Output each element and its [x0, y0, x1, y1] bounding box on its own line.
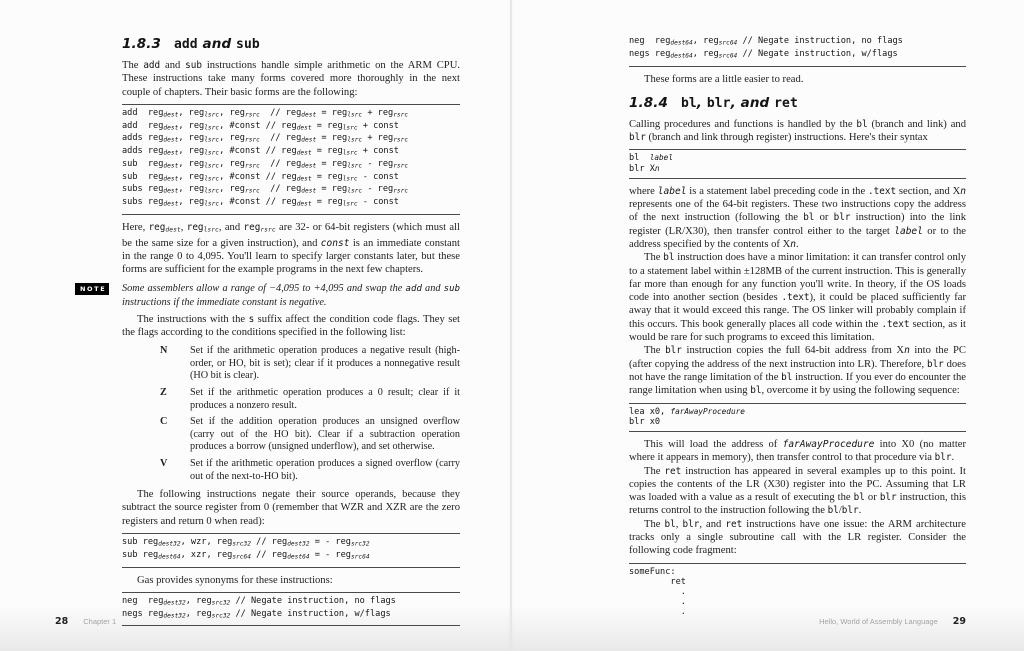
paragraph-blr-copies: The blr instruction copies the full 64-bit address from Xn into the PC (after copying the address of the next instruction into LR). Therefore, blr does not have the range limitation of the bl instruction. If you ever do encounter the range limitation when using bl, overcome it by using the following sequence:: [629, 345, 966, 397]
paragraph-gas: Gas provides synonyms for these instructions:: [137, 574, 333, 586]
code-listing-add-sub: [122, 104, 460, 215]
flag-item-z: [122, 387, 460, 412]
paragraph-flags: The instructions with the s suffix affect the condition code flags. They set the flags according to the conditions specified in the following list:: [122, 313, 460, 338]
section-heading-1-8-3: [122, 36, 460, 52]
code-line: negs reg$_{dest32}$, reg$_{src32}$ // Negate instruction, w/flags: [122, 608, 391, 620]
flag-letter: V: [160, 458, 168, 469]
paragraph-issue: The bl, blr, and ret instructions have one issue: the ARM architecture tracks only a single subroutine call with the LR register. Consider the following code fragment:: [629, 518, 967, 557]
flag-item-n: [122, 345, 460, 383]
code-listing-neg-32: [122, 592, 460, 627]
code-line: lea x0, farAwayProcedure: [629, 406, 745, 417]
code-line: negs reg$_{dest64}$, reg$_{src64}$ // Negate instruction, w/flags: [629, 48, 898, 60]
paragraph-where: where label is a statement label preceding code in the .text section, and Xn represents one of the 64-bit registers. These two instructions copy the address of the next instruction (following the bl or blr instruction) into the link register (LR/X30), then transfer control either to the target label or to the address specified by the contents of Xn.: [629, 185, 967, 250]
condition-flag-list: [122, 345, 460, 483]
footer-left: [55, 611, 116, 629]
note-block: [80, 282, 461, 309]
paragraph-ret: The ret instruction has appeared in several examples up to this point. It copies the contents of the LR (X30) register into the PC. Assuming that LR was loaded with a value as a result of executing the bl or blr instruction, this returns control to the instruction following the bl/blr.: [629, 465, 966, 517]
section-heading-1-8-4: [629, 95, 966, 111]
page-number-left: 28: [55, 616, 69, 627]
code-line: .: [629, 587, 686, 598]
paragraph-bl-limitation: The bl instruction does have a minor limitation: it can transfer control only to a statement label within ±128MB of the current instruction. This is generally far more than enough for any function you'll write. In theory, if the OS loads code into another section (besides .text), it could be placed sufficiently far away that it would exceed this range. The OS linker will probably complain if this occurs. This book generally places all code within the .text section, as it would be rare for such programs to exceed this limitation.: [629, 252, 967, 344]
flag-letter: Z: [160, 387, 167, 399]
code-line: add reg$_{dest}$, reg$_{lsrc}$, #const // reg$_{dest}$ = reg$_{lsrc}$ + const: [122, 120, 399, 132]
code-line: subs reg$_{dest}$, reg$_{lsrc}$, #const // reg$_{dest}$ = reg$_{lsrc}$ - const: [122, 197, 399, 208]
flag-letter: C: [160, 416, 168, 428]
section-number: 1.8.4: [629, 94, 668, 111]
flag-text: Set if the addition operation produces an unsigned overflow (carry out of the HO bit). Clear if a subtraction operation produces a borrow (unsigned underflow), and set otherwise.: [190, 416, 460, 453]
paragraph-negate: The following instructions negate their source operands, because they subtract the source register from 0 (remember that WZR and XZR are the zero registers and return 0 when read):: [122, 489, 460, 527]
page-number-right: 29: [952, 616, 966, 627]
code-line: bl label: [629, 153, 673, 164]
flag-item-v: [122, 458, 460, 483]
code-line: sub reg$_{dest32}$, wzr, reg$_{src32}$ // reg$_{dest32}$ = - reg$_{src32}$: [122, 537, 370, 548]
code-listing-sub-zero: [122, 533, 460, 568]
flag-text: Set if the arithmetic operation produces a 0 result; clear if it produces a nonzero result.: [190, 387, 460, 411]
page-divider: [510, 0, 512, 651]
paragraph-intro: The add and sub instructions handle simple arithmetic on the ARM CPU. These instructions take many forms covered more thoroughly in the next couple of chapters. Their basic forms are the following:: [122, 60, 460, 98]
flag-text: Set if the arithmetic operation produces a negative result (high-order, or HO, bit is set); clear if it produces a nonnegative result (HO bit is clear).: [190, 345, 460, 382]
section-number: 1.8.3: [122, 36, 161, 52]
code-line: sub reg$_{dest}$, reg$_{lsrc}$, reg$_{rsrc}$ // reg$_{dest}$ = reg$_{lsrc}$ - reg$_{rsrc}$: [122, 158, 409, 170]
section-title: add and sub: [173, 36, 260, 52]
code-line: subs reg$_{dest}$, reg$_{lsrc}$, reg$_{rsrc}$ // reg$_{dest}$ = reg$_{lsrc}$ - reg$_{rsrc}$: [122, 184, 409, 195]
running-footer-chapter: Chapter 1: [83, 617, 117, 626]
code-line: blr Xn: [629, 163, 660, 174]
code-line: sub reg$_{dest64}$, xzr, reg$_{src64}$ // reg$_{dest64}$ = - reg$_{src64}$: [122, 549, 370, 561]
code-listing-neg-64: [629, 36, 966, 67]
paragraph-easier: These forms are a little easier to read.: [644, 73, 804, 85]
flag-text: Set if the arithmetic operation produces a signed overflow (carry out of the next-to-HO bit).: [190, 458, 460, 482]
running-footer-title: Hello, World of Assembly Language: [819, 617, 938, 626]
code-line: blr x0: [629, 416, 661, 427]
code-line: adds reg$_{dest}$, reg$_{lsrc}$, reg$_{rsrc}$ // reg$_{dest}$ = reg$_{lsrc}$ + reg$_{rsrc}$: [122, 133, 409, 144]
note-label: NOTE: [75, 283, 109, 295]
note-text: Some assemblers allow a range of −4,095 to +4,095 and swap the add and sub instructions if the immediate constant is negative.: [122, 282, 461, 308]
footer-right: [629, 611, 966, 629]
code-line: neg reg$_{dest64}$, reg$_{src64}$ // Negate instruction, no flags: [629, 36, 903, 47]
code-line: ret: [629, 576, 686, 587]
paragraph-calling: Calling procedures and functions is handled by the bl (branch and link) and blr (branch and link through register) instructions. Here's their syntax: [629, 118, 966, 144]
paragraph-this-will: This will load the address of farAwayProcedure into X0 (no matter where it appears in memory), then transfer control to that procedure via blr.: [629, 438, 967, 464]
code-line: add reg$_{dest}$, reg$_{lsrc}$, reg$_{rsrc}$ // reg$_{dest}$ = reg$_{lsrc}$ + reg$_{rsrc}$: [122, 107, 409, 119]
section-title: bl, blr, and ret: [680, 94, 798, 111]
code-line: neg reg$_{dest32}$, reg$_{src32}$ // Negate instruction, no flags: [122, 595, 396, 607]
code-line: sub reg$_{dest}$, reg$_{lsrc}$, #const // reg$_{dest}$ = reg$_{lsrc}$ - const: [122, 171, 399, 183]
flag-item-c: [122, 416, 460, 454]
code-line: .: [629, 607, 686, 618]
code-line: .: [629, 597, 686, 608]
code-listing-bl-blr: [629, 149, 966, 178]
flag-letter: N: [160, 345, 168, 357]
code-listing-lea-blr: [629, 403, 966, 432]
code-line: someFunc:: [629, 566, 676, 577]
paragraph-here: Here, reg$_{dest}$, reg$_{lsrc}$, and reg$_{rsrc}$ are 32- or 64-bit registers (which must all be the same size for a given instruction), and const is an immediate constant in the range 0 to 4,095. You'll learn to specify larger constants later, but these forms are sufficient for the example programs in the next few chapters.: [122, 221, 461, 276]
code-line: adds reg$_{dest}$, reg$_{lsrc}$, #const // reg$_{dest}$ = reg$_{lsrc}$ + const: [122, 146, 399, 157]
